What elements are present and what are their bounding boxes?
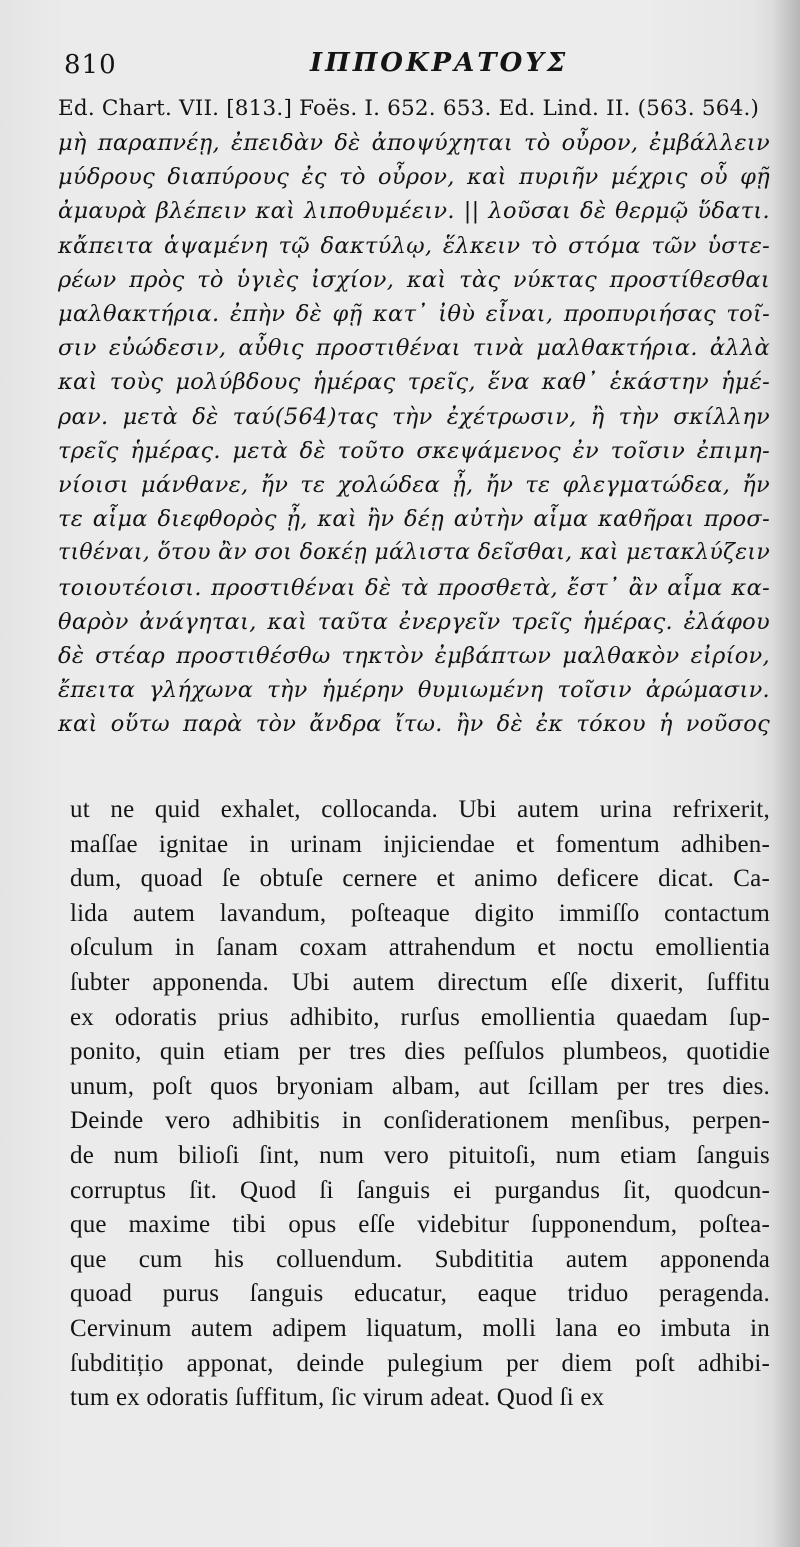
greek-line: καὶ τοὺς μολύβδους ἡμέρας τρεῖς, ἕνα καθ᾽ ἑκάστην ἡμέ- bbox=[58, 369, 770, 396]
greek-line: μαλθακτήρια. ἐπὴν δὲ φῇ κατ᾽ ἰθὺ εἶναι, προπυριήσας τοῖ- bbox=[58, 301, 770, 328]
latin-line: ſubditițio apponat, deinde pulegium per diem poſt adhibi- bbox=[70, 1349, 770, 1377]
greek-line: μὴ παραπνέῃ, ἐπειδὰν δὲ ἀποψύχηται τὸ οὖρον, ἐμβάλλειν bbox=[58, 130, 770, 156]
latin-line: ponito, quin etiam per tres dies peſſulos plumbeos, quotidie bbox=[70, 1038, 770, 1066]
latin-line: que maxime tibi opus eſſe videbitur ſupponendum, poſtea- bbox=[70, 1211, 770, 1239]
latin-line: de num bilioſi ſint, num vero pituitoſi, num etiam ſanguis bbox=[70, 1141, 770, 1169]
greek-line: ραν. μετὰ δὲ ταύ(564)τας τὴν ἐχέτρωσιν, ἢ τὴν σκίλλην bbox=[58, 403, 770, 430]
latin-line: ſubter apponenda. Ubi autem directum eſſe dixerit, ſuffitu bbox=[70, 968, 770, 996]
latin-line: lida autem lavandum, poſteaque digito immiſſo contactum bbox=[70, 899, 770, 927]
greek-text-block bbox=[58, 92, 770, 742]
latin-line: maſſae ignitae in urinam injiciendae et fomentum adhiben- bbox=[70, 830, 770, 858]
greek-line: θαρὸν ἀνάγηται, καὶ ταῦτα ἐνεργεῖν τρεῖς ἡμέρας. ἐλάφου bbox=[58, 608, 770, 635]
latin-translation-block bbox=[70, 793, 770, 1416]
greek-line: τρεῖς ἡμέρας. μετὰ δὲ τοῦτο σκεψάμενος ἐν τοῖσιν ἐπιμη- bbox=[58, 437, 770, 464]
latin-line: dum, quoad ſe obtuſe cernere et animo deficere dicat. Ca- bbox=[70, 865, 770, 893]
latin-line: Cervinum autem adipem liquatum, molli lana eo imbuta in bbox=[70, 1314, 770, 1342]
latin-line: que cum his colluendum. Subdititia autem apponenda bbox=[70, 1245, 770, 1273]
page-header bbox=[58, 44, 758, 84]
running-title: ΙΠΠΟΚΡΑΤΟΥΣ bbox=[310, 48, 569, 78]
greek-line: τοιουτέοισι. προστιθέναι δὲ τὰ προσθετὰ, ἔστ᾽ ἂν αἷμα κα- bbox=[58, 574, 770, 601]
greek-line: τε αἷμα διεφθορὸς ᾖ, καὶ ἢν δέῃ αὐτὴν αἷμα καθῆραι προσ- bbox=[58, 506, 770, 533]
greek-line: καὶ οὕτω παρὰ τὸν ἄνδρα ἴτω. ἢν δὲ ἐκ τόκου ἡ νοῦσος bbox=[58, 711, 770, 738]
page-number: 810 bbox=[64, 50, 117, 80]
greek-line: ἀμαυρὰ βλέπειν καὶ λιποθυμέειν. || λοῦσαι δὲ θερμῷ ὕδατι. bbox=[58, 198, 770, 225]
latin-line: ut ne quid exhalet, collocanda. Ubi autem urina refrixerit, bbox=[70, 796, 770, 823]
edition-reference-line: Ed. Chart. VII. [813.] Foës. I. 652. 653. Ed. Lind. II. (563. 564.) bbox=[58, 96, 760, 121]
latin-line: Deinde vero adhibitis in conſiderationem menſibus, perpen- bbox=[70, 1107, 770, 1135]
greek-line: ἔπειτα γλήχωνα τὴν ἡμέρην θυμιωμένη τοῖσιν ἀρώμασιν. bbox=[58, 677, 770, 704]
greek-line: τιθέναι, ὅτου ἂν σοι δοκέῃ μάλιστα δεῖσθαι, καὶ μετακλύζειν bbox=[58, 540, 770, 566]
latin-line: tum ex odoratis ſuffitum, ſic virum adeat. Quod ſi ex bbox=[70, 1384, 605, 1412]
latin-line: quoad purus ſanguis educatur, eaque triduo peragenda. bbox=[70, 1280, 770, 1308]
greek-line: νίοισι μάνθανε, ἤν τε χολώδεα ᾖ, ἤν τε φλεγματώδεα, ἤν bbox=[58, 472, 770, 499]
greek-line: δὲ στέαρ προστιθέσθω τηκτὸν ἐμβάπτων μαλθακὸν εἰρίον, bbox=[58, 643, 770, 670]
latin-line: ex odoratis prius adhibito, rurſus emollientia quaedam ſup- bbox=[70, 1003, 770, 1031]
latin-line: oſculum in ſanam coxam attrahendum et noctu emollientia bbox=[70, 934, 770, 962]
latin-line: corruptus ſit. Quod ſi ſanguis ei purgandus ſit, quodcun- bbox=[70, 1176, 770, 1204]
greek-line: ρέων πρὸς τὸ ὑγιὲς ἰσχίον, καὶ τὰς νύκτας προστίθεσθαι bbox=[58, 266, 770, 293]
greek-line: σιν εὐώδεσιν, αὖθις προστιθέναι τινὰ μαλθακτήρια. ἀλλὰ bbox=[58, 335, 770, 362]
greek-line: μύδρους διαπύρους ἐς τὸ οὖρον, καὶ πυριῆν μέχρις οὗ φῇ bbox=[58, 164, 770, 191]
latin-line: unum, poſt quos bryoniam albam, aut ſcillam per tres dies. bbox=[70, 1072, 770, 1100]
page-edge-shadow bbox=[772, 0, 800, 1547]
greek-line: κἄπειτα ἁψαμένη τῷ δακτύλῳ, ἕλκειν τὸ στόμα τῶν ὑστε- bbox=[58, 232, 770, 259]
